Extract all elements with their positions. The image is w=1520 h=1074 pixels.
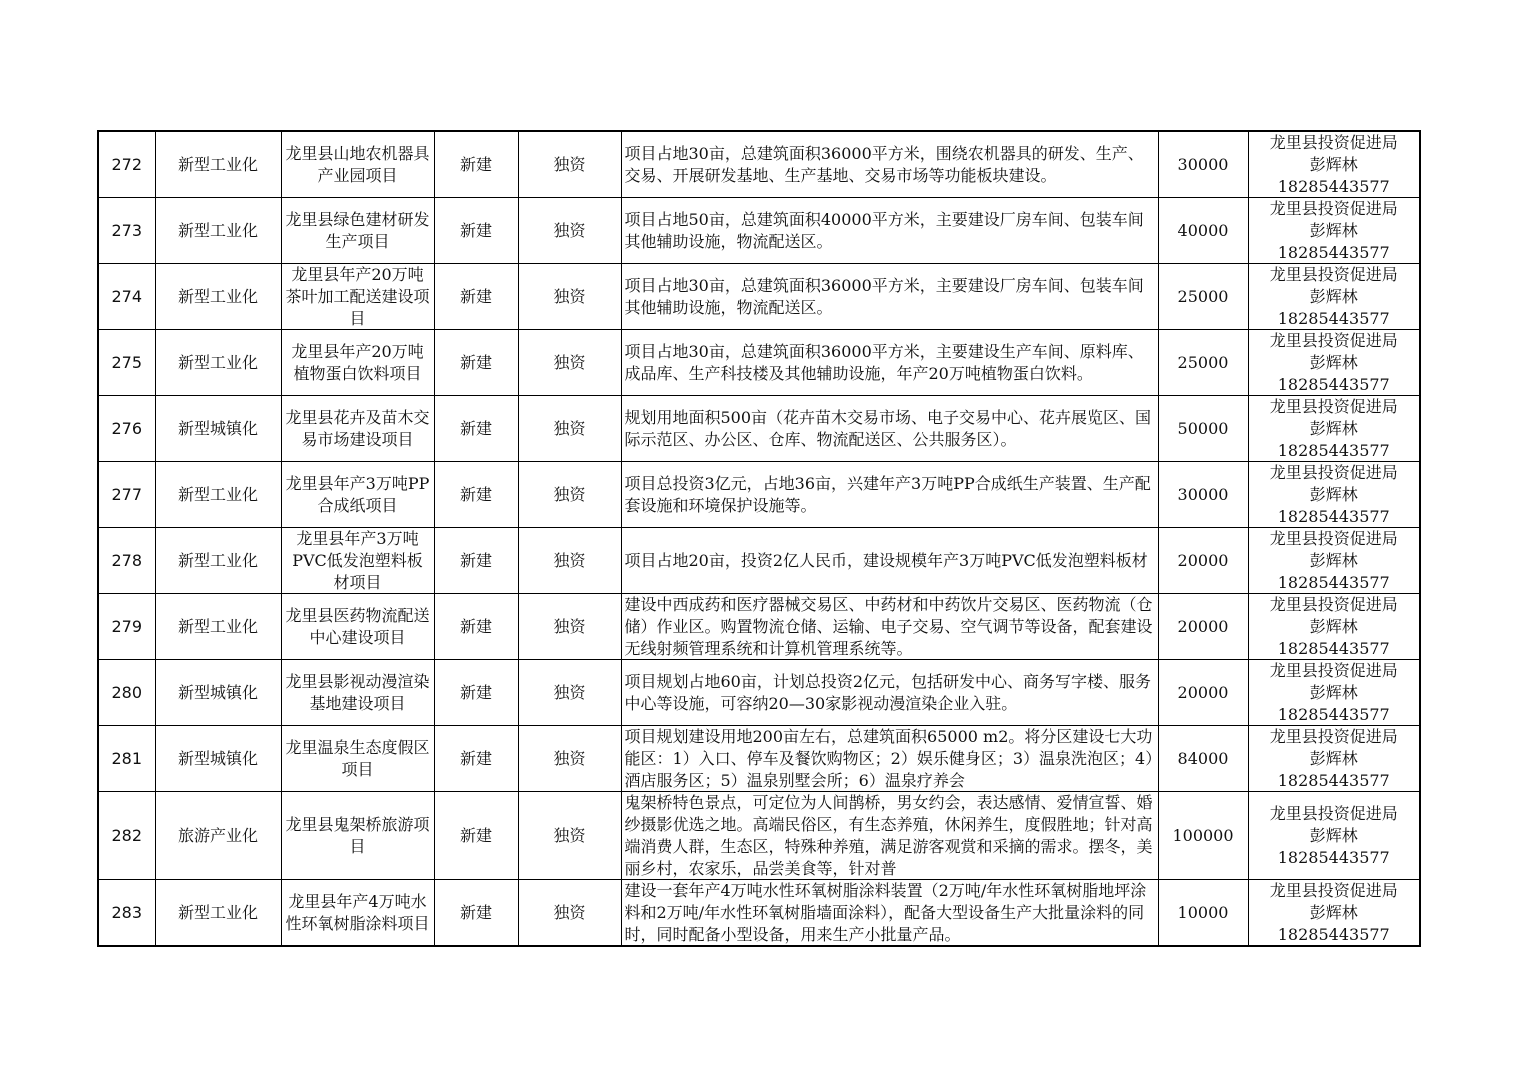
row-build-type: 新建 [434, 880, 518, 947]
contact-org: 龙里县投资促进局 [1269, 661, 1398, 680]
row-amount: 20000 [1158, 594, 1248, 660]
row-number: 272 [98, 131, 155, 198]
row-category: 新型工业化 [155, 594, 281, 660]
contact-person: 彭辉林 [1309, 825, 1358, 845]
contact-person: 彭辉林 [1309, 287, 1358, 306]
contact-org: 龙里县投资促进局 [1269, 529, 1398, 548]
row-contact [1248, 330, 1420, 396]
row-contact [1248, 792, 1420, 880]
row-project-name: 龙里县山地农机器具产业园项目 [281, 131, 434, 198]
row-number: 277 [98, 462, 155, 528]
row-project-name: 龙里县年产20万吨茶叶加工配送建设项目 [281, 264, 434, 330]
row-invest-mode: 独资 [518, 660, 621, 726]
table-row [98, 264, 1420, 330]
row-number: 281 [98, 726, 155, 792]
contact-org: 龙里县投资促进局 [1269, 397, 1398, 416]
row-description: 建设中西成药和医疗器械交易区、中药材和中药饮片交易区、医药物流（仓储）作业区。购置物流仓储、运输、电子交易、空气调节等设备，配套建设无线射频管理系统和计算机管理系统等。 [621, 594, 1158, 660]
row-build-type: 新建 [434, 792, 518, 880]
contact-org: 龙里县投资促进局 [1269, 727, 1398, 746]
row-category: 新型工业化 [155, 264, 281, 330]
row-description: 项目规划占地60亩，计划总投资2亿元，包括研发中心、商务写字楼、服务中心等设施，可容纳20—30家影视动漫渲染企业入驻。 [621, 660, 1158, 726]
row-contact [1248, 880, 1420, 947]
row-invest-mode: 独资 [518, 264, 621, 330]
row-amount: 100000 [1158, 792, 1248, 880]
row-amount: 25000 [1158, 330, 1248, 396]
row-amount: 30000 [1158, 131, 1248, 198]
row-number: 276 [98, 396, 155, 462]
row-amount: 30000 [1158, 462, 1248, 528]
row-contact [1248, 396, 1420, 462]
row-number: 278 [98, 528, 155, 594]
row-description: 项目总投资3亿元，占地36亩，兴建年产3万吨PP合成纸生产装置、生产配套设施和环境保护设施等。 [621, 462, 1158, 528]
row-build-type: 新建 [434, 462, 518, 528]
row-build-type: 新建 [434, 131, 518, 198]
row-category: 新型工业化 [155, 462, 281, 528]
row-category: 新型工业化 [155, 528, 281, 594]
row-contact [1248, 528, 1420, 594]
row-invest-mode: 独资 [518, 528, 621, 594]
row-invest-mode: 独资 [518, 792, 621, 880]
row-description: 建设一套年产4万吨水性环氧树脂涂料装置（2万吨/年水性环氧树脂地坪涂料和2万吨/年水性环氧树脂墙面涂料），配备大型设备生产大批量涂料的同时，同时配备小型设备，用来生产小批量产品。 [621, 880, 1158, 947]
row-invest-mode: 独资 [518, 462, 621, 528]
row-category: 旅游产业化 [155, 792, 281, 880]
row-number: 283 [98, 880, 155, 947]
row-build-type: 新建 [434, 660, 518, 726]
contact-phone: 18285443577 [1277, 573, 1390, 592]
table-row [98, 131, 1420, 198]
row-number: 275 [98, 330, 155, 396]
table-row [98, 594, 1420, 660]
contact-phone: 18285443577 [1277, 639, 1390, 658]
row-number: 274 [98, 264, 155, 330]
row-contact [1248, 131, 1420, 198]
row-amount: 20000 [1158, 528, 1248, 594]
row-build-type: 新建 [434, 528, 518, 594]
contact-person: 彭辉林 [1309, 221, 1358, 240]
contact-person: 彭辉林 [1309, 749, 1358, 768]
contact-person: 彭辉林 [1309, 683, 1358, 702]
contact-phone: 18285443577 [1277, 507, 1390, 526]
table-row [98, 528, 1420, 594]
contact-org: 龙里县投资促进局 [1269, 881, 1398, 900]
row-number: 280 [98, 660, 155, 726]
row-number: 282 [98, 792, 155, 880]
contact-phone: 18285443577 [1277, 309, 1390, 328]
row-invest-mode: 独资 [518, 594, 621, 660]
table-row [98, 462, 1420, 528]
row-category: 新型工业化 [155, 880, 281, 947]
project-table [97, 130, 1421, 947]
row-project-name: 龙里县年产4万吨水性环氧树脂涂料项目 [281, 880, 434, 947]
contact-org: 龙里县投资促进局 [1269, 331, 1398, 350]
row-category: 新型工业化 [155, 198, 281, 264]
row-number: 279 [98, 594, 155, 660]
row-invest-mode: 独资 [518, 330, 621, 396]
row-project-name: 龙里县影视动漫渲染基地建设项目 [281, 660, 434, 726]
row-contact [1248, 726, 1420, 792]
row-project-name: 龙里县医药物流配送中心建设项目 [281, 594, 434, 660]
row-project-name: 龙里县绿色建材研发生产项目 [281, 198, 434, 264]
table-row [98, 660, 1420, 726]
row-invest-mode: 独资 [518, 726, 621, 792]
contact-person: 彭辉林 [1309, 903, 1358, 922]
contact-phone: 18285443577 [1277, 243, 1390, 262]
row-project-name: 龙里县花卉及苗木交易市场建设项目 [281, 396, 434, 462]
row-project-name: 龙里县鬼架桥旅游项目 [281, 792, 434, 880]
contact-phone: 18285443577 [1277, 375, 1390, 394]
row-contact [1248, 594, 1420, 660]
row-description: 项目规划建设用地200亩左右，总建筑面积65000 m2。将分区建设七大功能区：1）入口、停车及餐饮购物区；2）娱乐健身区；3）温泉洗泡区；4）酒店服务区；5）温泉别墅会所；6）温泉疗养会 [621, 726, 1158, 792]
contact-phone: 18285443577 [1277, 771, 1390, 790]
row-build-type: 新建 [434, 726, 518, 792]
row-description: 项目占地30亩，总建筑面积36000平方米，主要建设生产车间、原料库、成品库、生产科技楼及其他辅助设施，年产20万吨植物蛋白饮料。 [621, 330, 1158, 396]
row-project-name: 龙里县年产20万吨植物蛋白饮料项目 [281, 330, 434, 396]
contact-person: 彭辉林 [1309, 551, 1358, 570]
contact-org: 龙里县投资促进局 [1269, 199, 1398, 218]
row-description: 鬼架桥特色景点，可定位为人间鹊桥，男女约会，表达感情、爱情宣誓、婚纱摄影优选之地。高端民俗区，有生态养殖，休闲养生，度假胜地；针对高端消费人群，生态区，特殊种养殖，满足游客观赏和采摘的需求。摆冬，美丽乡村，农家乐，品尝美食等，针对普 [621, 792, 1158, 880]
contact-org: 龙里县投资促进局 [1269, 265, 1398, 284]
contact-person: 彭辉林 [1309, 419, 1358, 438]
row-project-name: 龙里温泉生态度假区项目 [281, 726, 434, 792]
table-row [98, 880, 1420, 947]
contact-phone: 18285443577 [1277, 441, 1390, 460]
contact-person: 彭辉林 [1309, 155, 1358, 174]
row-description: 项目占地30亩，总建筑面积36000平方米，围绕农机器具的研发、生产、交易、开展研发基地、生产基地、交易市场等功能板块建设。 [621, 131, 1158, 198]
row-build-type: 新建 [434, 330, 518, 396]
table-row [98, 792, 1420, 880]
row-number: 273 [98, 198, 155, 264]
row-category: 新型城镇化 [155, 660, 281, 726]
row-description: 规划用地面积500亩（花卉苗木交易市场、电子交易中心、花卉展览区、国际示范区、办公区、仓库、物流配送区、公共服务区）。 [621, 396, 1158, 462]
row-project-name: 龙里县年产3万吨PVC低发泡塑料板材项目 [281, 528, 434, 594]
row-build-type: 新建 [434, 264, 518, 330]
row-build-type: 新建 [434, 198, 518, 264]
row-category: 新型城镇化 [155, 726, 281, 792]
contact-org: 龙里县投资促进局 [1269, 133, 1398, 152]
table-body [98, 131, 1420, 946]
table-row [98, 330, 1420, 396]
row-amount: 10000 [1158, 880, 1248, 947]
row-build-type: 新建 [434, 594, 518, 660]
row-contact [1248, 462, 1420, 528]
contact-org: 龙里县投资促进局 [1269, 463, 1398, 482]
row-description: 项目占地20亩，投资2亿人民币，建设规模年产3万吨PVC低发泡塑料板材 [621, 528, 1158, 594]
contact-phone: 18285443577 [1277, 177, 1390, 196]
row-invest-mode: 独资 [518, 198, 621, 264]
row-description: 项目占地50亩，总建筑面积40000平方米，主要建设厂房车间、包装车间其他辅助设施，物流配送区。 [621, 198, 1158, 264]
contact-org: 龙里县投资促进局 [1269, 595, 1398, 614]
row-amount: 50000 [1158, 396, 1248, 462]
row-category: 新型工业化 [155, 330, 281, 396]
contact-org: 龙里县投资促进局 [1269, 803, 1398, 823]
row-invest-mode: 独资 [518, 131, 621, 198]
table-row [98, 198, 1420, 264]
row-amount: 20000 [1158, 660, 1248, 726]
row-category: 新型城镇化 [155, 396, 281, 462]
contact-phone: 18285443577 [1277, 847, 1390, 867]
row-build-type: 新建 [434, 396, 518, 462]
contact-person: 彭辉林 [1309, 617, 1358, 636]
contact-person: 彭辉林 [1309, 353, 1358, 372]
row-description: 项目占地30亩，总建筑面积36000平方米，主要建设厂房车间、包装车间其他辅助设施，物流配送区。 [621, 264, 1158, 330]
row-amount: 25000 [1158, 264, 1248, 330]
row-category: 新型工业化 [155, 131, 281, 198]
row-amount: 84000 [1158, 726, 1248, 792]
row-contact [1248, 198, 1420, 264]
contact-person: 彭辉林 [1309, 485, 1358, 504]
table-row [98, 726, 1420, 792]
row-invest-mode: 独资 [518, 880, 621, 947]
row-contact [1248, 660, 1420, 726]
contact-phone: 18285443577 [1277, 925, 1390, 944]
row-project-name: 龙里县年产3万吨PP合成纸项目 [281, 462, 434, 528]
table-row [98, 396, 1420, 462]
contact-phone: 18285443577 [1277, 705, 1390, 724]
row-amount: 40000 [1158, 198, 1248, 264]
row-contact [1248, 264, 1420, 330]
row-invest-mode: 独资 [518, 396, 621, 462]
